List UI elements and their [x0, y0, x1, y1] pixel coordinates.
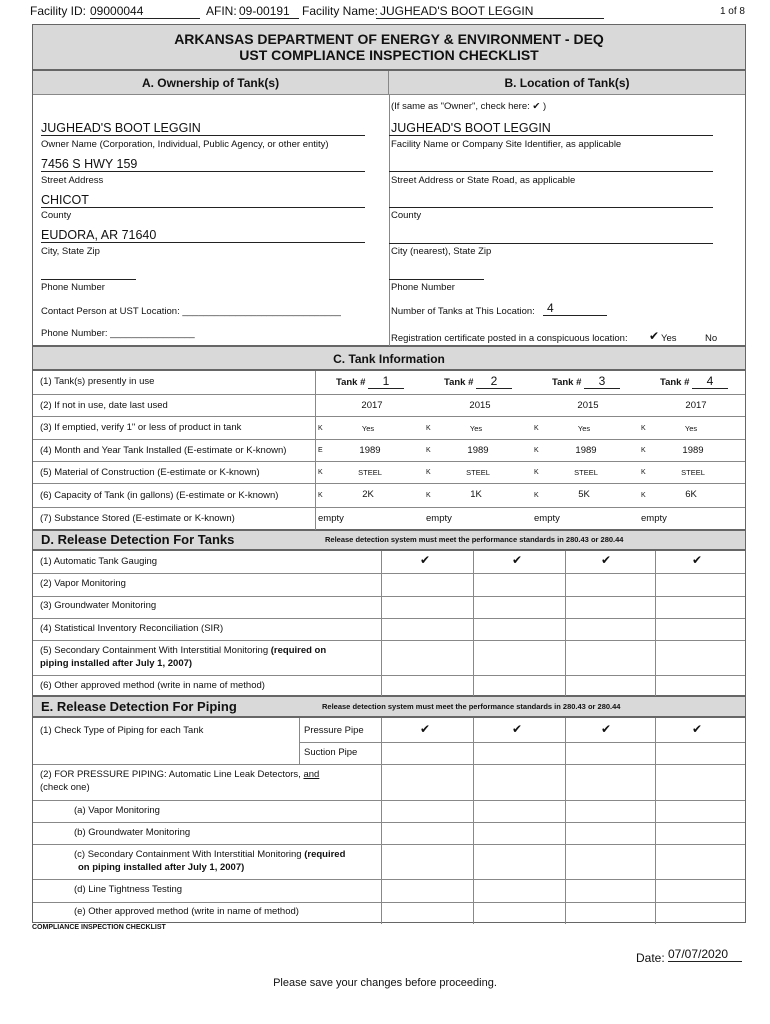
pressure-tank-3-checkmark[interactable]: ✔	[601, 722, 612, 736]
c-row-4-k-4: K	[641, 447, 646, 454]
c-row-3-k-2: K	[426, 425, 431, 432]
c-row-3-k-3: K	[534, 425, 539, 432]
c-row-5-tank-1[interactable]: STEEL	[358, 468, 382, 477]
section-d-header	[32, 530, 746, 550]
c-row-4-tank-1[interactable]: 1989	[359, 445, 381, 456]
e-sub-c-label-line-2: on piping installed after July 1, 2007)	[78, 862, 245, 873]
c-row-2-tank-3[interactable]: 2015	[577, 400, 599, 411]
c-row-4-k-1: E	[318, 447, 323, 454]
c-row-6-tank-1[interactable]: 2K	[362, 489, 374, 500]
same-as-owner-note[interactable]: (If same as "Owner", check here: ✔ )	[391, 101, 547, 112]
contact-person-label[interactable]: Contact Person at UST Location: ______________________________	[41, 306, 341, 317]
c-row-6-k-2: K	[426, 492, 431, 499]
e-row-2-label: (2) FOR PRESSURE PIPING: Automatic Line Leak Detectors, and	[40, 769, 320, 780]
c-row-7-tank-2[interactable]: empty	[426, 513, 452, 524]
c-row-7-tank-1[interactable]: empty	[318, 513, 344, 524]
city-value: EUDORA, AR 71640	[41, 228, 157, 242]
num-tanks-label: Number of Tanks at This Location:	[391, 306, 535, 317]
pressure-tank-4-checkmark[interactable]: ✔	[692, 722, 703, 736]
facility-id-label: Facility ID:	[30, 4, 87, 18]
c-row-5-tank-3[interactable]: STEEL	[574, 468, 598, 477]
owner-name-value: JUGHEAD'S BOOT LEGGIN	[41, 121, 201, 135]
c-row-5-tank-2[interactable]: STEEL	[466, 468, 490, 477]
date-value: 07/07/2020	[668, 947, 729, 961]
site-county-caption: County	[391, 210, 422, 221]
afin-label: AFIN:	[206, 4, 237, 18]
e-sub-b-label: (b) Groundwater Monitoring	[74, 827, 191, 838]
c-row-2-tank-1[interactable]: 2017	[361, 400, 383, 411]
city-field[interactable]	[41, 228, 365, 243]
d-row-6-label: (6) Other approved method (write in name of method)	[40, 680, 265, 691]
facility-name-label: Facility Name:	[302, 4, 379, 18]
c-row-3-label: (3) If emptied, verify 1" or less of product in tank	[40, 422, 242, 433]
afin-field[interactable]	[239, 4, 299, 19]
c-row-6-tank-4[interactable]: 6K	[685, 489, 697, 500]
e-row-2-label-line-2: (check one)	[40, 782, 90, 793]
tank-1-header: Tank # 1	[330, 374, 410, 389]
c-row-3-tank-2[interactable]: Yes	[469, 424, 483, 433]
tank-3-header: Tank # 3	[546, 374, 626, 389]
site-name-field[interactable]	[389, 121, 713, 136]
form-name-footer: COMPLIANCE INSPECTION CHECKLIST	[32, 924, 166, 931]
section-a-heading: A. Ownership of Tank(s)	[33, 71, 389, 95]
c-row-1-label: (1) Tank(s) presently in use	[40, 376, 155, 387]
street-value: 7456 S HWY 159	[41, 157, 138, 171]
cert-yes-label: Yes	[661, 333, 677, 344]
section-e-header	[32, 696, 746, 717]
afin-value: 09-00191	[239, 4, 290, 18]
section-e-note: Release detection system must meet the performance standards in 280.43 or 280.44	[322, 702, 621, 711]
c-row-3-k-4: K	[641, 425, 646, 432]
section-c-heading: C. Tank Information	[32, 346, 746, 370]
d-row-1-tank-4-checkmark[interactable]: ✔	[692, 553, 703, 567]
page-indicator: 1 of 8	[719, 6, 745, 17]
cert-yes-checkmark[interactable]: ✔	[649, 329, 660, 343]
c-row-6-k-4: K	[641, 492, 646, 499]
c-row-7-tank-4[interactable]: empty	[641, 513, 667, 524]
c-row-4-tank-2[interactable]: 1989	[467, 445, 489, 456]
c-row-5-label: (5) Material of Construction (E-estimate or K-known)	[40, 467, 260, 478]
c-row-7-label: (7) Substance Stored (E-estimate or K-known)	[40, 513, 235, 524]
d-row-1-tank-3-checkmark[interactable]: ✔	[601, 553, 612, 567]
d-row-2-label: (2) Vapor Monitoring	[40, 578, 126, 589]
c-row-6-k-1: K	[318, 492, 323, 499]
c-row-5-k-3: K	[534, 469, 539, 476]
c-row-7-tank-3[interactable]: empty	[534, 513, 560, 524]
site-phone-field[interactable]	[389, 279, 484, 280]
c-row-4-k-3: K	[534, 447, 539, 454]
c-row-3-tank-4[interactable]: Yes	[684, 424, 698, 433]
c-row-3-tank-3[interactable]: Yes	[577, 424, 591, 433]
c-row-2-label: (2) If not in use, date last used	[40, 400, 168, 411]
owner-name-caption: Owner Name (Corporation, Individual, Public Agency, or other entity)	[41, 139, 329, 150]
site-name-caption: Facility Name or Company Site Identifier, as applicable	[391, 139, 622, 150]
header-bar	[30, 4, 745, 22]
street-caption: Street Address	[41, 175, 104, 186]
num-tanks-field[interactable]	[543, 301, 607, 316]
e-sub-a-label: (a) Vapor Monitoring	[74, 805, 160, 816]
e-sub-d-label: (d) Line Tightness Testing	[74, 884, 183, 895]
d-row-3-label: (3) Groundwater Monitoring	[40, 600, 157, 611]
pressure-tank-1-checkmark[interactable]: ✔	[420, 722, 431, 736]
num-tanks-value: 4	[547, 301, 554, 315]
section-ab	[32, 70, 746, 346]
e-sub-c-label: (c) Secondary Containment With Interstitial Monitoring (required	[74, 849, 346, 860]
tank-4-header: Tank # 4	[654, 374, 734, 389]
form-title	[32, 24, 746, 70]
d-row-4-label: (4) Statistical Inventory Reconciliation (SIR)	[40, 623, 224, 634]
e-sub-e-label: (e) Other approved method (write in name of method)	[74, 906, 299, 917]
date-field[interactable]	[668, 947, 742, 962]
pressure-tank-2-checkmark[interactable]: ✔	[512, 722, 523, 736]
tank-2-header: Tank # 2	[438, 374, 518, 389]
cert-posted-label: Registration certificate posted in a conspicuous location:	[391, 333, 628, 344]
site-city-caption: City (nearest), State Zip	[391, 246, 492, 257]
c-row-5-k-4: K	[641, 469, 646, 476]
d-row-1-label: (1) Automatic Tank Gauging	[40, 556, 158, 567]
d-row-5-label: (5) Secondary Containment With Interstitial Monitoring (required on	[40, 645, 327, 656]
c-row-4-k-2: K	[426, 447, 431, 454]
c-row-6-k-3: K	[534, 492, 539, 499]
suction-pipe-label: Suction Pipe	[304, 747, 358, 758]
county-value: CHICOT	[41, 193, 89, 207]
pressure-pipe-label: Pressure Pipe	[304, 725, 364, 736]
date-label: Date:	[636, 951, 665, 965]
c-row-6-tank-2[interactable]: 1K	[470, 489, 482, 500]
c-row-5-k-1: K	[318, 469, 323, 476]
c-row-3-k-1: K	[318, 425, 323, 432]
facility-id-field[interactable]	[90, 4, 200, 19]
e-row-1-label: (1) Check Type of Piping for each Tank	[40, 725, 204, 736]
section-d-heading: D. Release Detection For Tanks	[41, 532, 235, 547]
c-row-6-label: (6) Capacity of Tank (in gallons) (E-estimate or K-known)	[40, 490, 279, 501]
owner-name-field[interactable]	[41, 121, 365, 136]
c-row-6-tank-3[interactable]: 5K	[578, 489, 590, 500]
county-caption: County	[41, 210, 72, 221]
c-row-5-tank-4[interactable]: STEEL	[681, 468, 705, 477]
county-field[interactable]	[41, 193, 365, 208]
section-d-note: Release detection system must meet the performance standards in 280.43 or 280.44	[325, 535, 624, 544]
city-caption: City, State Zip	[41, 246, 100, 257]
c-row-4-tank-3[interactable]: 1989	[575, 445, 597, 456]
contact-phone-label[interactable]: Phone Number: ________________	[41, 328, 195, 339]
site-street-field[interactable]	[389, 171, 713, 172]
owner-phone-field[interactable]	[41, 279, 136, 280]
owner-phone-caption: Phone Number	[41, 282, 105, 293]
c-row-2-tank-2[interactable]: 2015	[469, 400, 491, 411]
street-field[interactable]	[41, 157, 365, 172]
facility-name-field[interactable]	[376, 4, 604, 19]
c-row-5-k-2: K	[426, 469, 431, 476]
facility-id-value: 09000044	[90, 4, 144, 18]
title-line-1: ARKANSAS DEPARTMENT OF ENERGY & ENVIRONMENT - DEQ	[174, 31, 604, 47]
site-city-field[interactable]	[389, 243, 713, 244]
c-row-4-tank-4[interactable]: 1989	[682, 445, 704, 456]
section-e-heading: E. Release Detection For Piping	[41, 699, 237, 714]
cert-no-label[interactable]: No	[705, 333, 718, 344]
section-b-heading: B. Location of Tank(s)	[389, 71, 745, 95]
save-changes-note: Please save your changes before proceeding.	[273, 977, 497, 989]
title-line-2: UST COMPLIANCE INSPECTION CHECKLIST	[239, 47, 539, 63]
site-street-caption: Street Address or State Road, as applicable	[391, 175, 576, 186]
facility-name-value: JUGHEAD'S BOOT LEGGIN	[380, 4, 534, 18]
c-row-3-tank-1[interactable]: Yes	[361, 424, 375, 433]
site-phone-caption: Phone Number	[391, 282, 455, 293]
c-row-2-tank-4[interactable]: 2017	[685, 400, 707, 411]
c-row-4-label: (4) Month and Year Tank Installed (E-estimate or K-known)	[40, 445, 287, 456]
d-row-5-label-line-2: piping installed after July 1, 2007)	[40, 658, 193, 669]
site-county-field[interactable]	[389, 207, 713, 208]
d-row-1-tank-1-checkmark[interactable]: ✔	[420, 553, 431, 567]
d-row-1-tank-2-checkmark[interactable]: ✔	[512, 553, 523, 567]
site-name-value: JUGHEAD'S BOOT LEGGIN	[391, 121, 551, 135]
